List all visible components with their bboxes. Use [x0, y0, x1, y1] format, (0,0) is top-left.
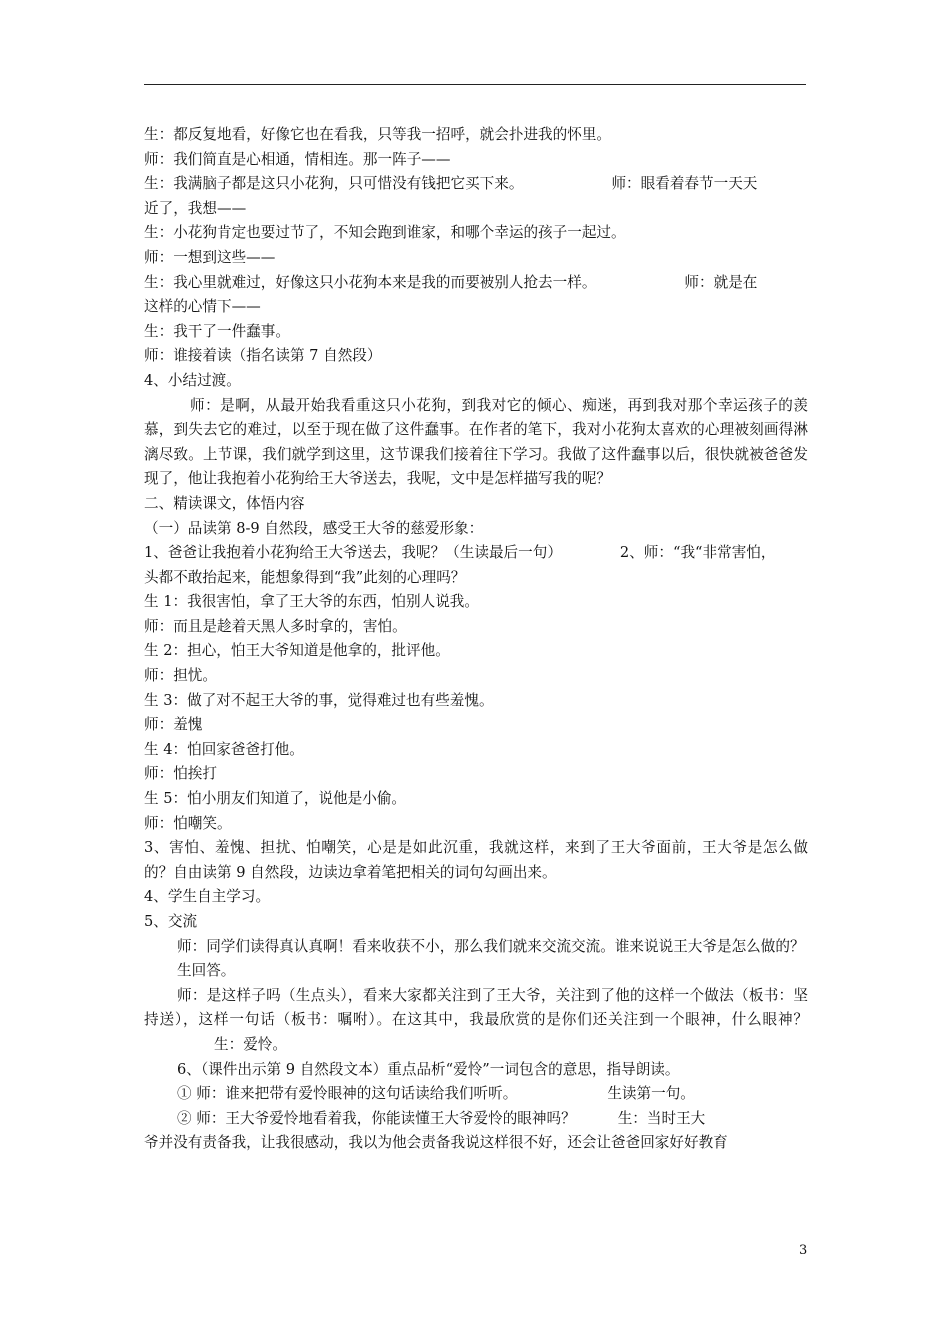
- paragraph: 师：同学们读得真认真啊！看来收获不小，那么我们就来交流交流。谁来说说王大爷是怎么做的？: [177, 937, 805, 955]
- text-line: 生 4：怕回家爸爸打他。: [144, 740, 304, 758]
- text-line: 生：小花狗肯定也要过节了，不知会跑到谁家，和哪个幸运的孩子一起过。: [144, 224, 626, 242]
- text-line: 师：我们简直是心相通，情相连。那一阵子——: [144, 150, 451, 168]
- text-line: 生回答。: [177, 962, 236, 980]
- text-line: [144, 271, 808, 296]
- text-line: 生 2：担心，怕王大爷知道是他拿的，批评他。: [144, 642, 450, 660]
- text-line: 师：谁接着读（指名读第 7 自然段）: [144, 347, 382, 365]
- text-segment: ① 师：谁来把带有爱怜眼神的这句话读给我们听听。: [177, 1085, 518, 1103]
- text-line: 生：我干了一件蠢事。: [144, 322, 290, 340]
- text-line: 师：一想到这些——: [144, 248, 276, 266]
- text-line: 生 1：我很害怕，拿了王大爷的东西，怕别人说我。: [144, 593, 479, 611]
- text-segment: 师：眼看着春节一天天: [611, 175, 758, 193]
- text-line: 师：而且是趁着天黑人多时拿的，害怕。: [144, 617, 407, 635]
- text-segment: 生：爱怜。: [214, 1035, 287, 1053]
- text-line: 师：羞愧: [144, 716, 203, 734]
- text-segment: 师：是这样子吗（生点头），看来大家都关注到了王大爷，关注到了他的这样一个做法（板书：坚持送），这样一句话（板书：嘱咐）。在这其中，我最欣赏的是你们还关注到一个眼神，什么眼神？: [144, 986, 808, 1029]
- paragraph: 3、害怕、羞愧、担扰、怕嘲笑，心是是如此沉重，我就这样，来到了王大爷面前，王大爷是怎么做的？自由读第 9 自然段，边读边拿着笔把相关的词句勾画出来。: [144, 839, 808, 881]
- text-segment: 师：就是在: [684, 273, 758, 291]
- text-line: 近了，我想——: [144, 199, 247, 217]
- text-line: 师：怕挨打: [144, 765, 217, 783]
- text-segment: ② 师：王大爷爱怜地看着我，你能读懂王大爷爱怜的眼神吗？: [177, 1109, 576, 1127]
- text-line: 生 5：怕小朋友们知道了，说他是小偷。: [144, 790, 407, 808]
- text-line: 师：怕嘲笑。: [144, 814, 232, 832]
- text-line: 5、交流: [144, 913, 198, 930]
- text-segment: 2、师：“我“非常害怕，: [619, 544, 776, 562]
- page-number: 3: [799, 1243, 808, 1258]
- text-segment: 生读第一句。: [607, 1085, 695, 1103]
- header-rule: [144, 84, 806, 85]
- paragraph: 师：是啊，从最开始我看重这只小花狗，到我对它的倾心、痴迷，再到我对那个幸运孩子的羡慕，到失去它的难过，以至于现在做了这件蠢事。在作者的笔下，我对小花狗太喜欢的心理被刻画得淋漓尽致。上节课，我们就学到这里，这节课我们接着往下学习。我做了这件蠢事以后，很快就被爸爸发现了，他让我抱着小花狗给王大爷送去，我呢，文中是怎样描写我的呢？: [144, 396, 808, 488]
- document-body: [144, 123, 808, 1156]
- text-line: 头都不敢抬起来，能想象得到“我”此刻的心理吗？: [144, 568, 466, 586]
- text-line: 生：都反复地看，好像它也在看我，只等我一招呼，就会扑进我的怀里。: [144, 126, 612, 143]
- text-line: 爷并没有责备我，让我很感动，我以为他会责备我说这样很不好，还会让爸爸回家好好教育: [144, 1134, 728, 1152]
- text-line: [144, 1082, 808, 1107]
- text-segment: 生：我满脑子都是这只小花狗，只可惜没有钱把它买下来。: [144, 175, 524, 193]
- text-line: 6、（课件出示第 9 自然段文本）重点品析“爱怜”一词包含的意思，指导朗读。: [177, 1060, 680, 1078]
- text-line: 生 3：做了对不起王大爷的事，觉得难过也有些羞愧。: [144, 691, 494, 709]
- text-line: 这样的心情下——: [144, 298, 261, 316]
- text-line: [144, 172, 808, 197]
- text-segment: 1、爸爸让我抱着小花狗给王大爷送去，我呢？（生读最后一句）: [144, 544, 562, 562]
- text-line: 4、小结过渡。: [144, 371, 241, 389]
- text-segment: 生：我心里就难过，好像这只小花狗本来是我的而要被别人抢去一样。: [144, 273, 597, 291]
- text-line: 4、学生自主学习。: [144, 888, 271, 906]
- text-line: [144, 1107, 808, 1132]
- text-segment: 生：当时王大: [617, 1109, 706, 1127]
- section-heading: 二、精读课文，体悟内容: [144, 494, 305, 512]
- text-line: 师：担忧。: [144, 667, 217, 685]
- subsection-heading: （一）品读第 8-9 自然段，感受王大爷的慈爱形象：: [144, 519, 484, 537]
- paragraph: [144, 984, 808, 1058]
- text-line: [144, 541, 808, 566]
